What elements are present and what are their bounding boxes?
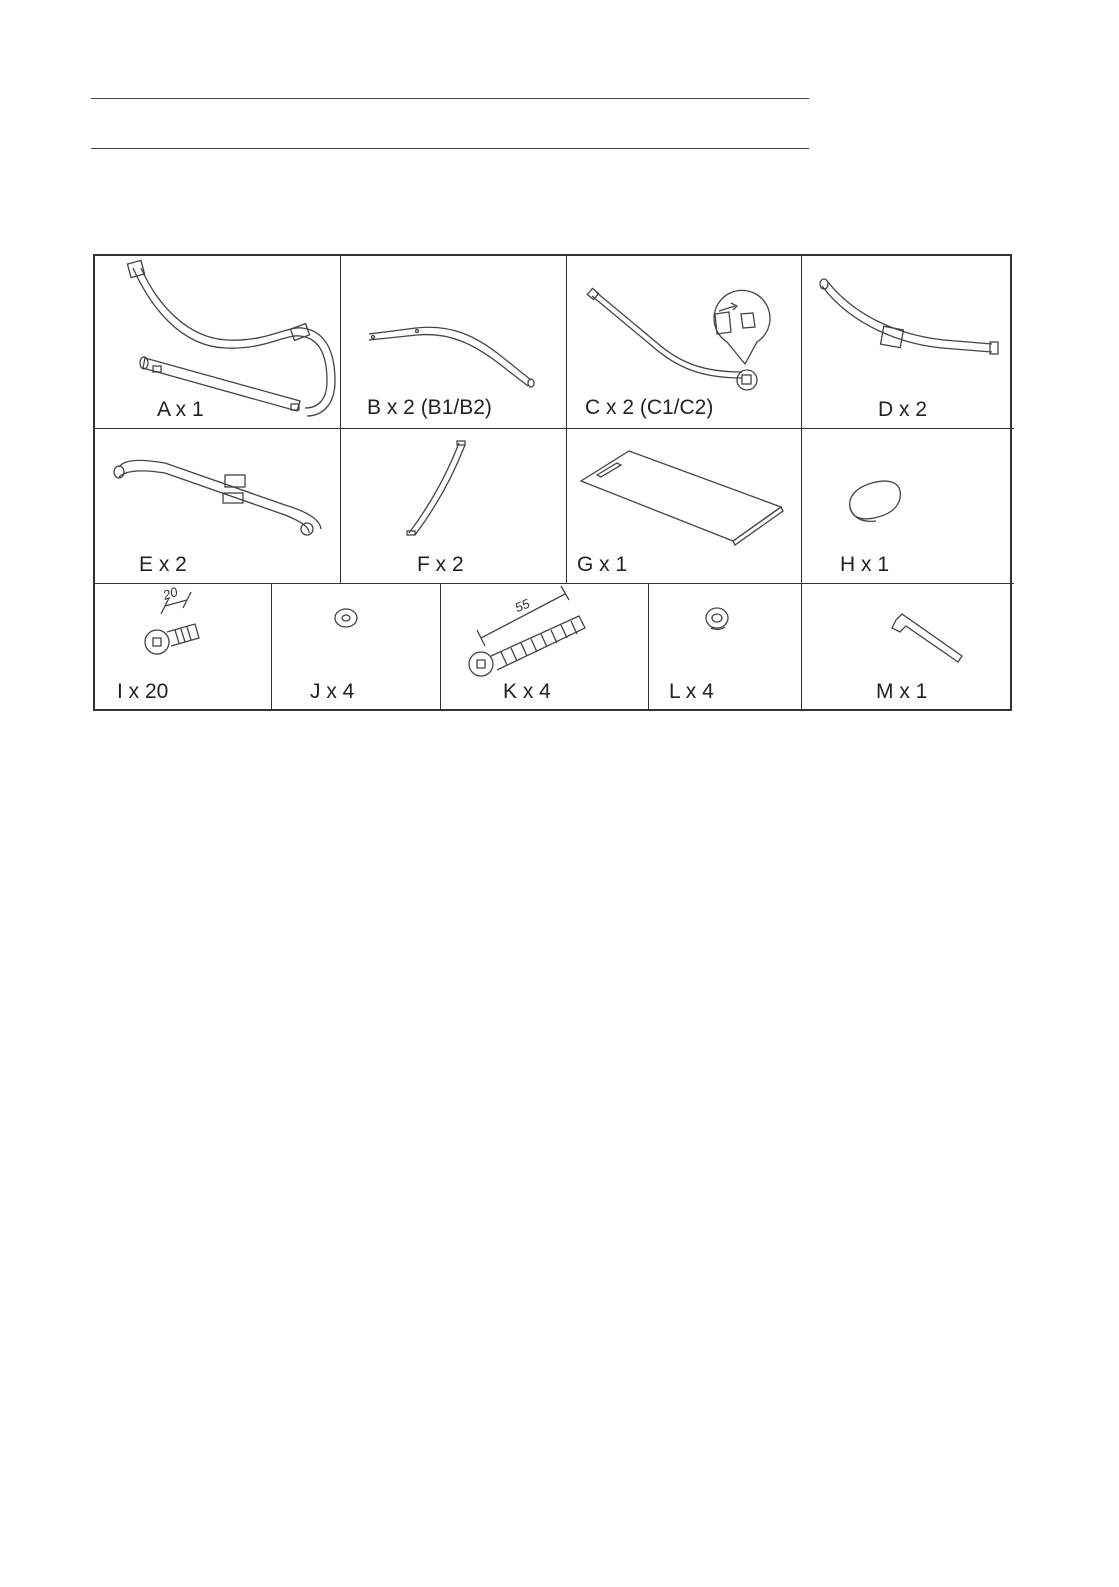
part-j-label: J x 4 xyxy=(310,680,355,703)
part-cell-k xyxy=(441,584,649,709)
part-g-label: G x 1 xyxy=(577,553,628,576)
part-cell-f xyxy=(341,429,567,584)
part-d-label: D x 2 xyxy=(878,398,928,421)
part-i-dimension: 20 xyxy=(161,584,180,603)
part-j-drawing xyxy=(272,584,441,709)
part-cell-c xyxy=(567,256,802,429)
part-k-dimension: 55 xyxy=(512,595,532,616)
part-cell-l xyxy=(649,584,802,709)
part-cell-e xyxy=(95,429,341,584)
part-cell-a xyxy=(95,256,341,429)
part-l-label: L x 4 xyxy=(669,680,714,703)
part-h-drawing xyxy=(802,429,1014,584)
part-m-label: M x 1 xyxy=(876,680,928,703)
header-rule-bottom xyxy=(91,148,809,149)
part-cell-m xyxy=(802,584,1014,709)
part-h-label: H x 1 xyxy=(840,553,890,576)
part-cell-b xyxy=(341,256,567,429)
part-f-label: F x 2 xyxy=(417,553,464,576)
part-b-label: B x 2 (B1/B2) xyxy=(367,396,492,419)
header-rule-top xyxy=(91,98,809,99)
part-cell-i xyxy=(95,584,272,709)
part-k-label: K x 4 xyxy=(503,680,551,703)
part-cell-h xyxy=(802,429,1014,584)
part-a-drawing xyxy=(95,256,341,429)
parts-table xyxy=(93,254,1012,711)
part-cell-j xyxy=(272,584,441,709)
part-e-drawing xyxy=(95,429,341,584)
part-cell-g xyxy=(567,429,802,584)
part-cell-d xyxy=(802,256,1014,429)
part-c-label: C x 2 (C1/C2) xyxy=(585,396,714,419)
part-e-label: E x 2 xyxy=(139,553,187,576)
part-i-label: I x 20 xyxy=(117,680,169,703)
part-a-label: A x 1 xyxy=(157,398,204,421)
